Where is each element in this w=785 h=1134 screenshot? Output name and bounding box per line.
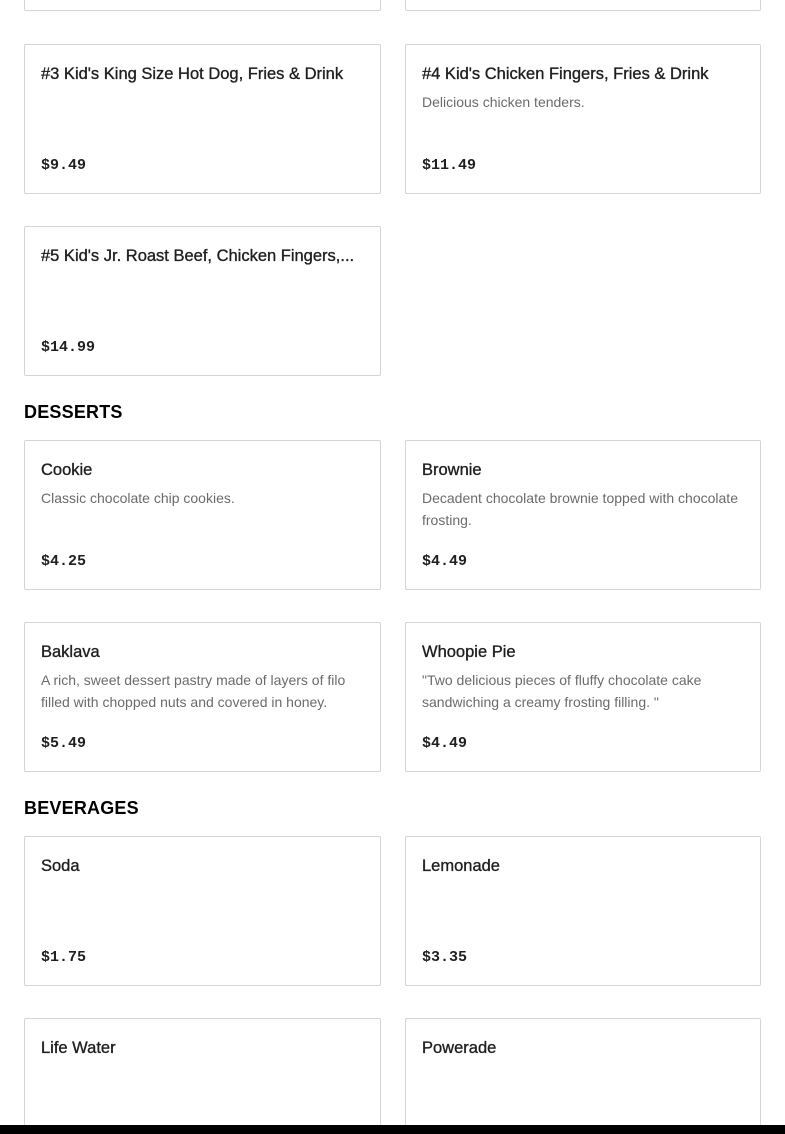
- menu-item-name: #3 Kid's King Size Hot Dog, Fries & Drink: [41, 65, 344, 83]
- menu-item-name: Whoopie Pie: [422, 643, 516, 661]
- menu-item-price: $1.75: [41, 949, 87, 966]
- menu-item-price: $4.49: [422, 735, 468, 752]
- menu-item-name: Soda: [41, 857, 80, 875]
- menu-item-description: Delicious chicken tenders.: [422, 94, 585, 110]
- menu-item-price: $4.49: [422, 553, 468, 570]
- menu-item-name: Life Water: [41, 1039, 116, 1057]
- menu-item-price: $14.99: [41, 339, 96, 356]
- menu-item-card[interactable]: [24, 226, 381, 376]
- menu-item-price: $3.35: [422, 949, 468, 966]
- section-title-beverages: BEVERAGES: [24, 798, 139, 818]
- menu-item-description: A rich, sweet dessert pastry made of layers of filo filled with chopped nuts and covered in honey.: [41, 672, 346, 710]
- menu-item-price: $11.49: [422, 157, 477, 174]
- menu-item-card[interactable]: [405, 836, 761, 986]
- menu-item-card[interactable]: [24, 0, 381, 11]
- menu-item-card[interactable]: [24, 44, 381, 194]
- menu-item-name: #5 Kid's Jr. Roast Beef, Chicken Fingers,...: [41, 247, 355, 265]
- menu-item-name: Powerade: [422, 1039, 497, 1057]
- menu-item-card[interactable]: [24, 1018, 381, 1134]
- menu-item-card[interactable]: [24, 440, 381, 590]
- menu-item-name: Cookie: [41, 461, 93, 479]
- menu-item-card[interactable]: [405, 44, 761, 194]
- menu-item-description: Decadent chocolate brownie topped with chocolate frosting.: [422, 490, 738, 528]
- menu-item-card[interactable]: [405, 440, 761, 590]
- menu-item-name: Brownie: [422, 461, 482, 479]
- menu-item-name: #4 Kid's Chicken Fingers, Fries & Drink: [422, 65, 709, 83]
- menu-item-description: Classic chocolate chip cookies.: [41, 490, 235, 506]
- menu-item-name: Lemonade: [422, 857, 500, 875]
- menu-item-card[interactable]: [405, 1018, 761, 1134]
- menu-item-price: $4.25: [41, 553, 87, 570]
- menu-item-description: "Two delicious pieces of fluffy chocolate cake sandwiching a creamy frosting filling. ": [422, 672, 702, 710]
- menu-item-name: Baklava: [41, 643, 100, 661]
- section-title-desserts: DESSERTS: [24, 402, 123, 422]
- bottom-bar: [0, 1125, 785, 1134]
- menu-item-card[interactable]: [24, 836, 381, 986]
- menu-item-card[interactable]: [24, 622, 381, 772]
- menu-item-price: $5.49: [41, 735, 87, 752]
- menu-item-price: $9.49: [41, 157, 87, 174]
- menu-item-card[interactable]: [405, 622, 761, 772]
- menu-item-card[interactable]: [405, 0, 761, 11]
